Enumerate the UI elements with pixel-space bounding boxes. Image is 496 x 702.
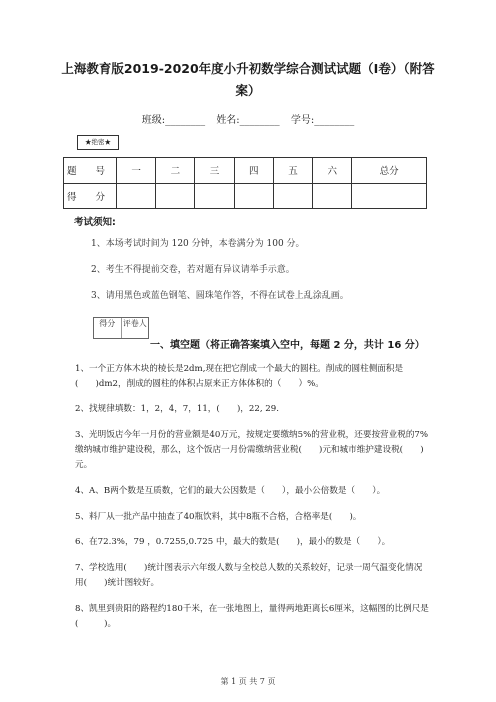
score-table-head-label: 题 号 [64, 158, 117, 184]
score-table-row-label: 得 分 [64, 183, 117, 209]
question-item: 7、学校选用( )统计图表示六年级人数与全校总人数的关系较好，记录一周气温变化情况用( )统计图较好。 [75, 563, 423, 588]
class-field: 班级:________ [141, 115, 206, 126]
grader-box [93, 317, 149, 339]
score-col-1: 一 [117, 158, 156, 184]
student-id-field: 学号:________ [290, 115, 355, 126]
score-col-3: 三 [195, 158, 234, 184]
score-cell [313, 183, 352, 209]
note-item: 2、考生不得提前交卷，若对题有异议请举手示意。 [91, 265, 295, 275]
page-title: 上海教育版2019-2020年度小升初数学综合测试试题（I卷）（附答案） [61, 61, 435, 98]
secret-badge: ★绝密★ [77, 135, 119, 150]
grader-score-label: 得分 [94, 318, 122, 338]
score-cell [234, 183, 273, 209]
question-item: 1、一个正方体木块的棱长是2dm,现在把它削成一个最大的圆柱。削成的圆柱侧面积是( )dm2，削成的圆柱的体积占原来正方体体积的（ ）%。 [75, 364, 404, 389]
question-item: 4、A、B两个数是互质数，它们的最大公因数是（ ），最小公倍数是（ ）。 [75, 486, 386, 496]
score-col-5: 五 [273, 158, 312, 184]
student-info-line [0, 114, 496, 128]
score-cell [352, 183, 427, 209]
score-table-score-row [64, 183, 427, 209]
score-table-header-row [64, 158, 427, 184]
name-field: 姓名:________ [216, 115, 280, 126]
score-cell [195, 183, 234, 209]
score-col-6: 六 [313, 158, 352, 184]
score-col-4: 四 [234, 158, 273, 184]
note-item: 1、本场考试时间为 120 分钟，本卷满分为 100 分。 [91, 239, 305, 249]
grader-reviewer-label: 评卷人 [122, 319, 147, 328]
notes-title: 考试须知: [74, 217, 116, 228]
question-item: 5、料厂从一批产品中抽查了40瓶饮料，其中8瓶不合格，合格率是( )。 [75, 512, 362, 522]
score-cell [117, 183, 156, 209]
score-col-total: 总分 [352, 158, 427, 184]
question-item: 8、凯里到贵阳的路程约180千米，在一张地图上，量得两地距离长6厘米，这幅图的比例尺是( )。 [75, 604, 429, 629]
section-title: 一、填空题（将正确答案填入空中，每题 2 分，共计 16 分） [150, 340, 425, 351]
question-item: 2、找规律填数：1，2，4，7，11，( )，22, 29. [75, 404, 279, 414]
score-col-2: 二 [156, 158, 195, 184]
score-cell [273, 183, 312, 209]
score-table [63, 157, 427, 209]
score-cell [156, 183, 195, 209]
question-item: 3、光明饭店今年一月份的营业额是40万元，按规定要缴纳5%的营业税，还要按营业税的7%缴纳城市维护建设税，那么，这个饭店一月份需缴纳营业税( )元和城市维护建设税( )元。 [75, 430, 429, 470]
note-item: 3、请用黑色或蓝色钢笔、圆珠笔作答，不得在试卷上乱涂乱画。 [91, 291, 349, 301]
page-footer: 第 1 页 共 7 页 [220, 677, 276, 686]
question-item: 6、在72.3%，79 ，0.7255,0.725 中，最大的数是( )，最小的数是（ ）。 [75, 537, 391, 547]
